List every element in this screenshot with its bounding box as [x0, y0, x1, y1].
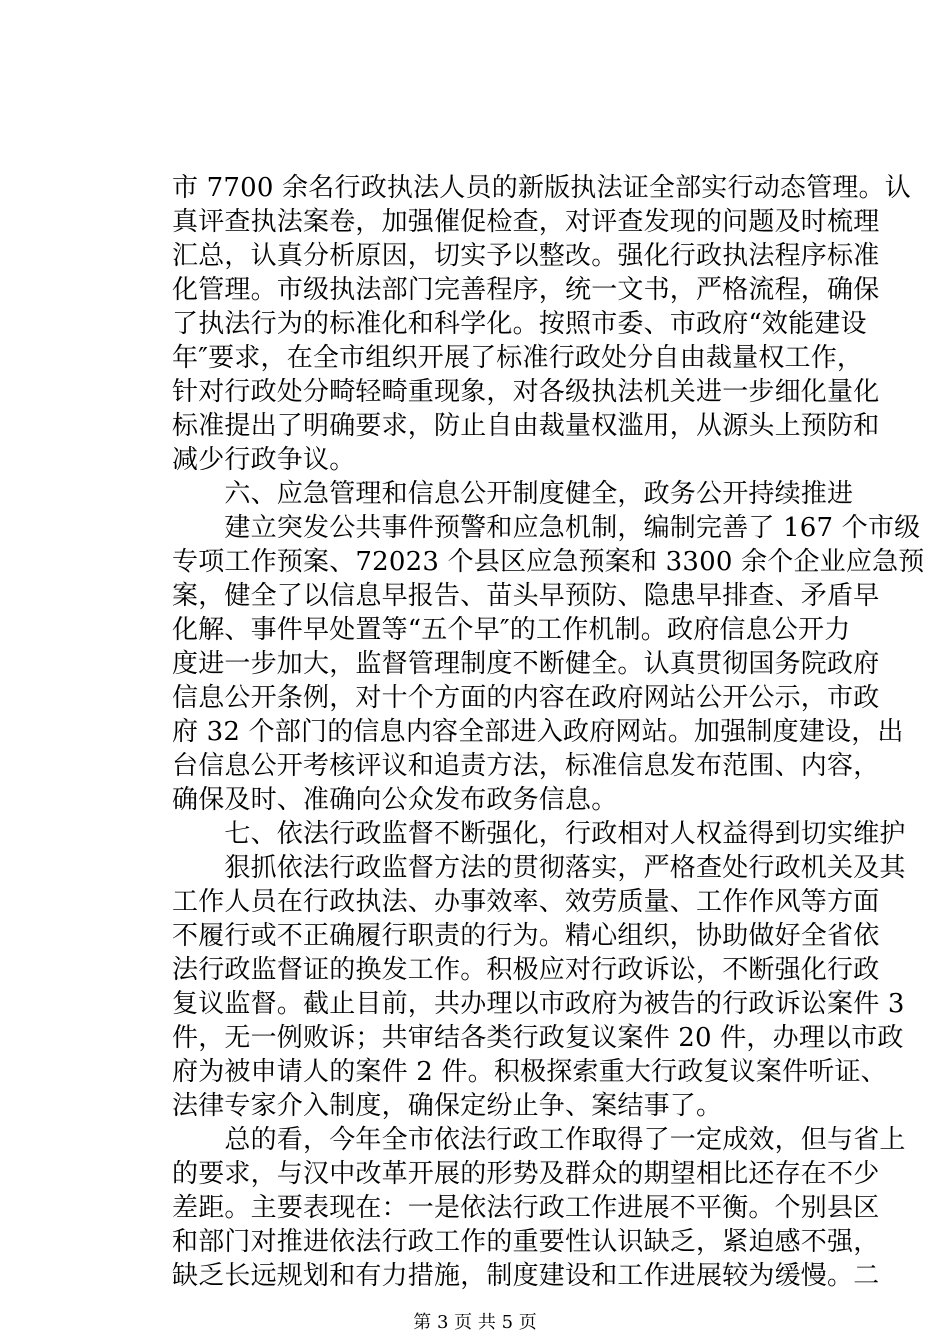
text-line: 针对行政处分畸轻畸重现象，对各级执法机关进一步细化量化 [172, 377, 880, 407]
text-line: 差距。主要表现在：一是依法行政工作进展不平衡。个别县区 [172, 1193, 880, 1223]
text-line: 度进一步加大，监督管理制度不断健全。认真贯彻国务院政府 [172, 649, 880, 679]
text-line: 专项工作预案、72023 个县区应急预案和 3300 余个企业应急预 [172, 547, 925, 577]
page-footer: 第 3 页 共 5 页 [413, 1312, 537, 1333]
text-line: 减少行政争议。 [172, 445, 356, 475]
text-line: 案，健全了以信息早报告、苗头早预防、隐患早排查、矛盾早 [172, 581, 880, 611]
text-line: 工作人员在行政执法、办事效率、效劳质量、工作作风等方面 [172, 887, 880, 917]
text-line: 总的看，今年全市依法行政工作取得了一定成效，但与省上 [172, 1125, 906, 1155]
text-line: 了执法行为的标准化和科学化。按照市委、市政府“效能建设 [172, 309, 867, 339]
text-line: 化解、事件早处置等“五个早″的工作机制。政府信息公开力 [172, 615, 851, 645]
text-line: 年″要求，在全市组织开展了标准行政处分自由裁量权工作， [172, 343, 864, 373]
text-line: 法行政监督证的换发工作。积极应对行政诉讼，不断强化行政 [172, 955, 880, 985]
text-line: 府 32 个部门的信息内容全部进入政府网站。加强制度建设，出 [172, 717, 904, 747]
text-line: 汇总，认真分析原因，切实予以整改。强化行政执法程序标准 [172, 241, 880, 271]
text-line: 市 7700 余名行政执法人员的新版执法证全部实行动态管理。认 [172, 173, 911, 203]
text-line: 缺乏长远规划和有力措施，制度建设和工作进展较为缓慢。二 [172, 1261, 880, 1291]
text-line: 和部门对推进依法行政工作的重要性认识缺乏，紧迫感不强， [172, 1227, 880, 1257]
text-line: 狠抓依法行政监督方法的贯彻落实，严格查处行政机关及其 [172, 853, 906, 883]
text-line: 法律专家介入制度，确保定纷止争、案结事了。 [172, 1091, 723, 1121]
text-line: 化管理。市级执法部门完善程序，统一文书，严格流程，确保 [172, 275, 880, 305]
text-line: 信息公开条例，对十个方面的内容在政府网站公开公示，市政 [172, 683, 880, 713]
text-line: 建立突发公共事件预警和应急机制，编制完善了 167 个市级 [172, 513, 921, 543]
section-heading: 七、依法行政监督不断强化，行政相对人权益得到切实维护 [172, 819, 906, 849]
text-line: 台信息公开考核评议和追责方法，标准信息发布范围、内容， [172, 751, 880, 781]
section-heading: 六、应急管理和信息公开制度健全，政务公开持续推进 [172, 479, 854, 509]
text-line: 府为被申请人的案件 2 件。积极探索重大行政复议案件听证、 [172, 1057, 887, 1087]
text-line: 件，无一例败诉；共审结各类行政复议案件 20 件，办理以市政 [172, 1023, 904, 1053]
text-line: 标准提出了明确要求，防止自由裁量权滥用，从源头上预防和 [172, 411, 880, 441]
text-line: 复议监督。截止目前，共办理以市政府为被告的行政诉讼案件 3 [172, 989, 905, 1019]
text-line: 确保及时、准确向公众发布政务信息。 [172, 785, 618, 815]
text-line: 真评查执法案卷，加强催促检查，对评查发现的问题及时梳理 [172, 207, 880, 237]
text-line: 不履行或不正确履行职责的行为。精心组织，协助做好全省依 [172, 921, 880, 951]
text-line: 的要求，与汉中改革开展的形势及群众的期望相比还存在不少 [172, 1159, 880, 1189]
